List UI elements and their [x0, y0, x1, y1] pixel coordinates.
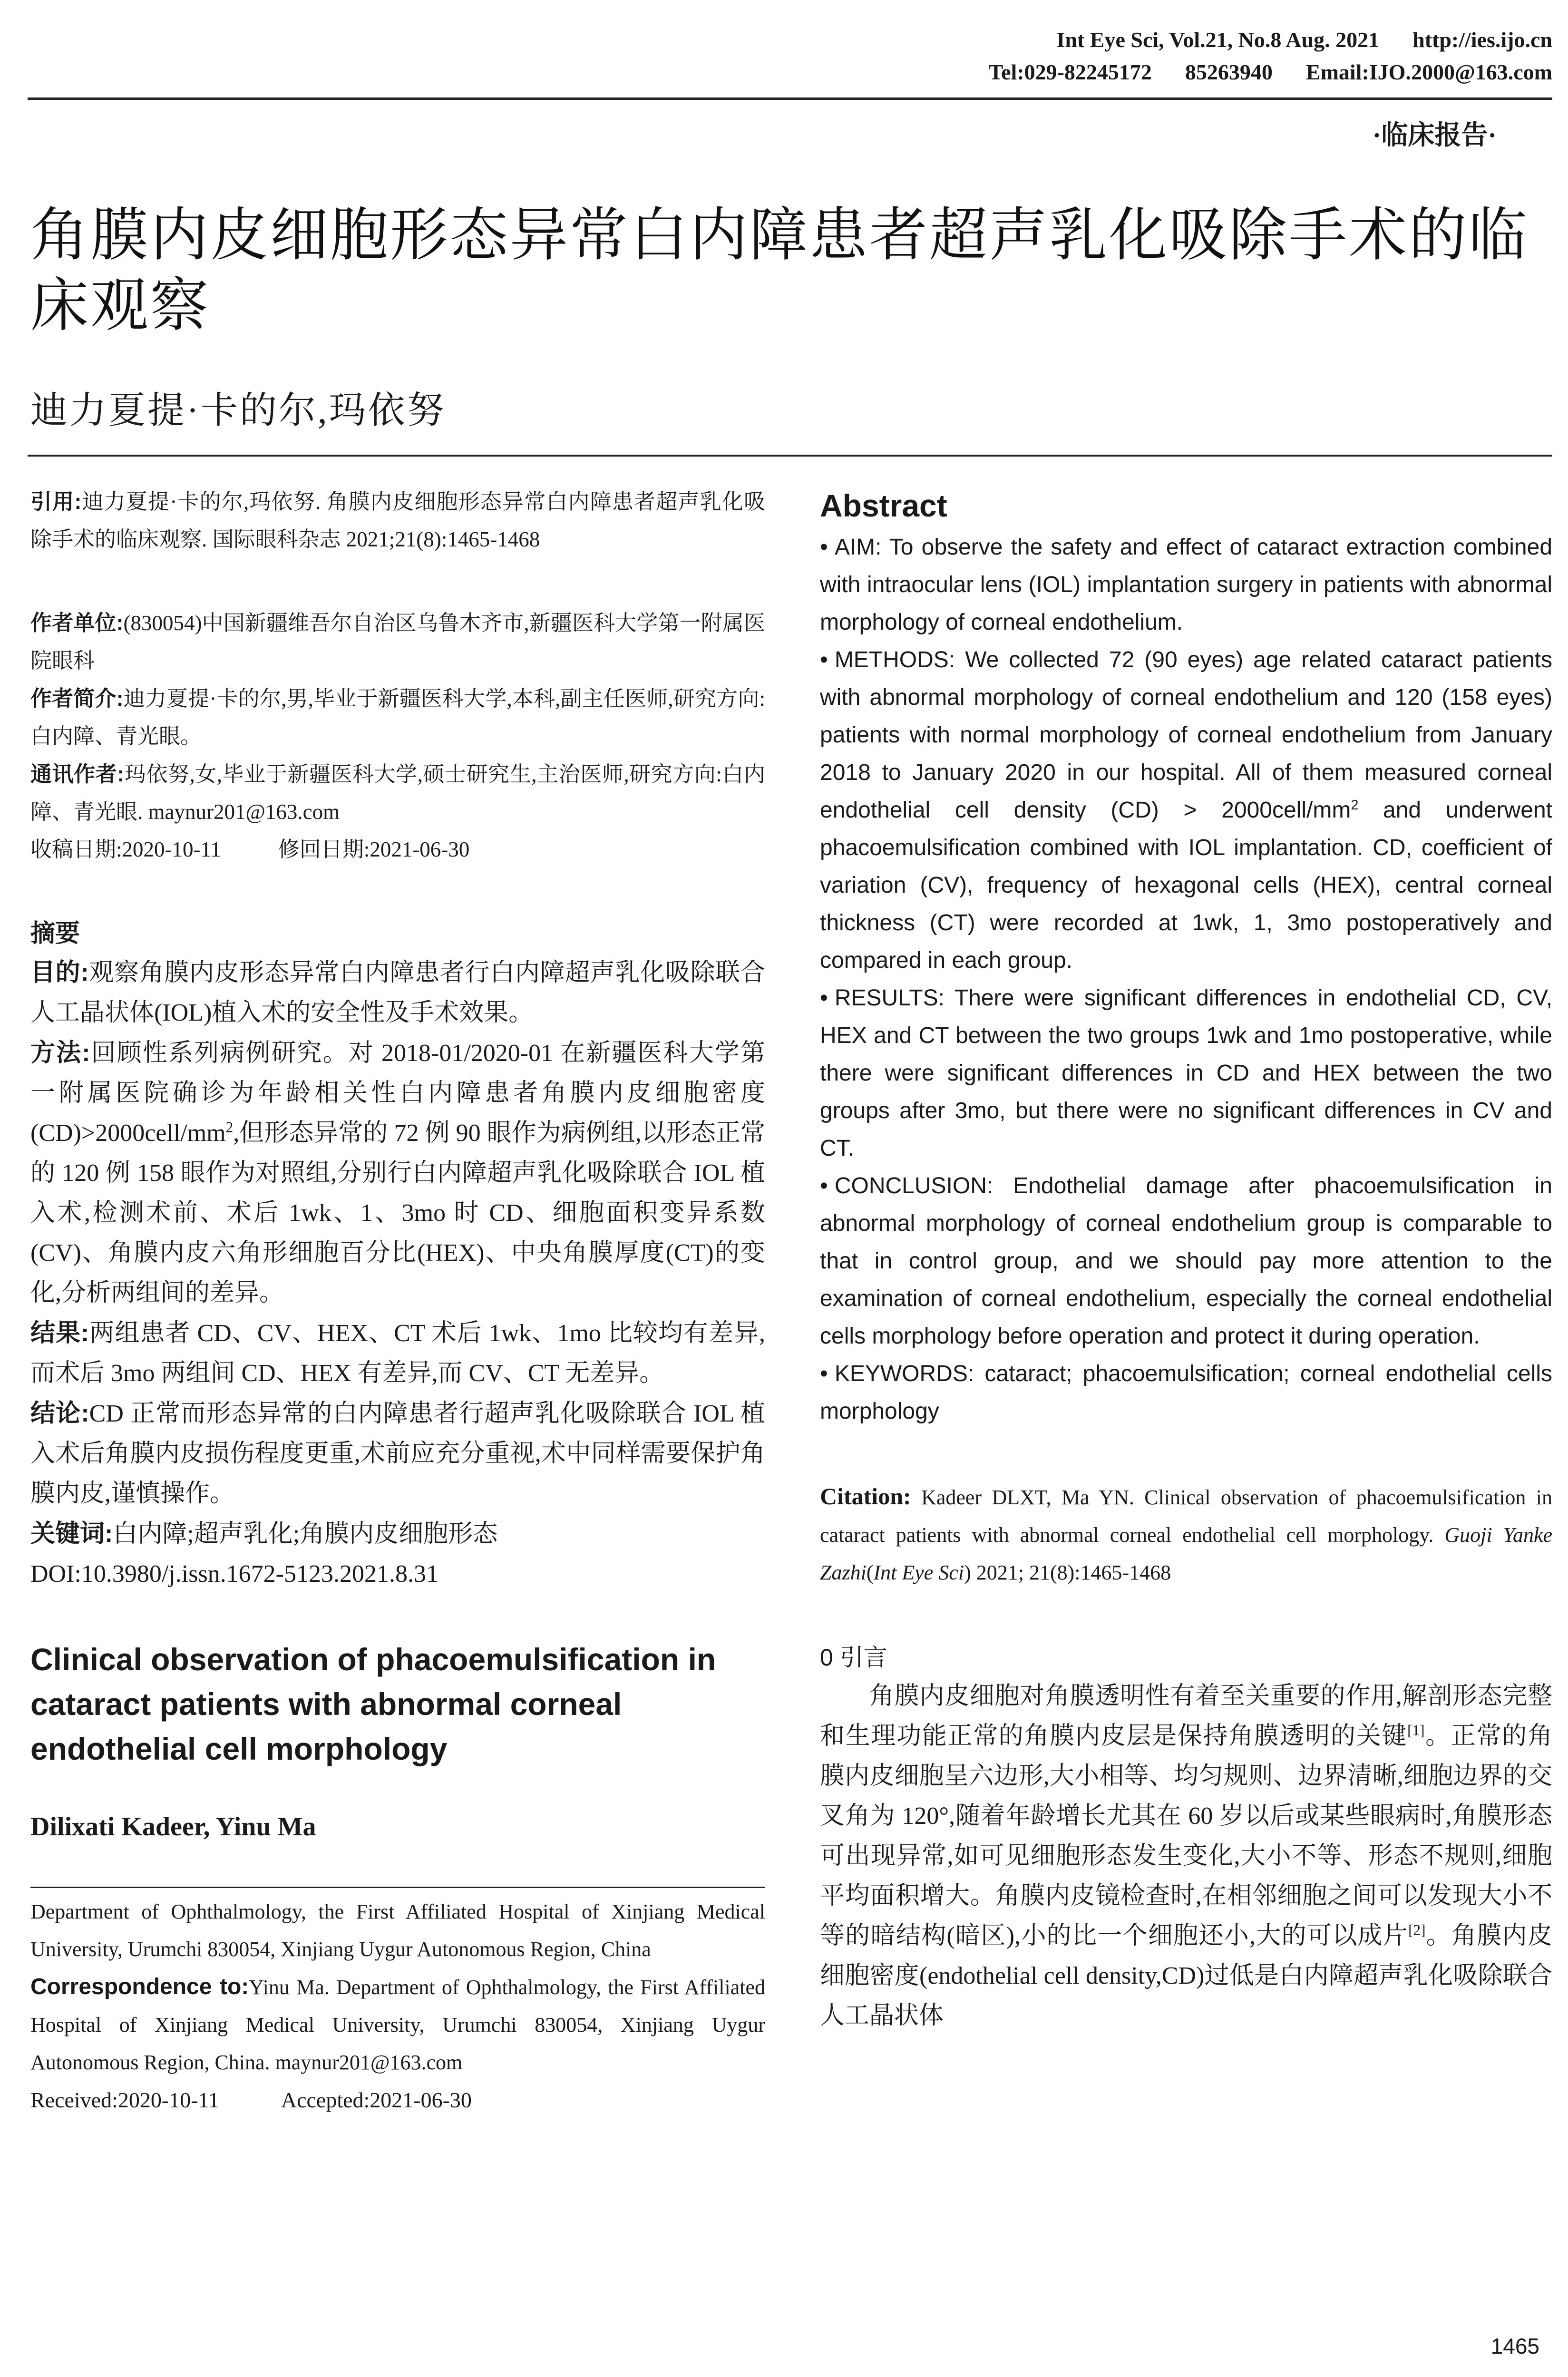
citation-journal: Guoji Yanke Zazhi — [820, 1523, 1552, 1584]
authors-en: Dilixati Kadeer, Yinu Ma — [30, 1812, 316, 1841]
corr-label: 通讯作者: — [30, 762, 125, 786]
bullet-icon: • — [820, 1361, 828, 1386]
results-text-cn: 两组患者 CD、CV、HEX、CT 术后 1wk、1mo 比较均有差异,而术后 3mo 两组间 CD、HEX 有差异,而 CV、CT 无差异。 — [30, 1320, 765, 1387]
intro-text-b: 。正常的角膜内皮细胞呈六边形,大小相等、均匀规则、边界清晰,细胞边界的交叉角为 120°,随着年龄增长尤其在 60 岁以后或某些眼病时,角膜形态可出现异常,如可见细胞形态发生变化,大小不等、形态不规则,细胞平均面积增大。角膜内皮镜检查时,在相邻细胞之间可以发现大小不等的暗结构(暗区),小的比一个细胞还小,大的可以成片 — [820, 1723, 1552, 1949]
received-date: 收稿日期:2020-10-11 — [30, 838, 221, 861]
affiliation-label: 作者单位: — [30, 611, 124, 635]
authors-cn: 迪力夏提·卡的尔,玛依努 — [30, 390, 446, 431]
ref-1[interactable]: [1] — [1407, 1722, 1425, 1739]
aim-text-cn: 观察角膜内皮形态异常白内障患者行白内障超声乳化吸除联合人工晶状体(IOL)植入术的安全性及手术效果。 — [30, 959, 765, 1026]
aim-text-en: To observe the safety and effect of cataract extraction combined with intraocular lens (IOL) implantation surgery in patients with abnormal morphology of corneal endothelium. — [820, 535, 1553, 635]
header-rule — [28, 97, 1552, 100]
dates-cn — [30, 831, 765, 868]
results-text-en: There were significant differences in endothelial CD, CV, HEX and CT between the two groups 1wk and 1mo postoperative, while there were significant differences in CD and HEX between the two groups after 3mo, but there were no significant differences in CV and CT. — [820, 985, 1553, 1161]
article-title-cn: 角膜内皮细胞形态异常白内障患者超声乳化吸除手术的临床观察 — [30, 203, 1529, 338]
citation-paren: ( — [866, 1561, 874, 1584]
methods-sup-en: 2 — [1351, 798, 1359, 813]
department-en: Department of Ophthalmology, the First Affiliated Hospital of Xinjiang Medical University, Urumchi 830054, Xinjiang Uygur Autonomous Region, China — [30, 1900, 765, 1961]
bullet-icon: • — [820, 535, 828, 560]
citation-en-label: Citation: — [820, 1483, 911, 1510]
conclusion-cn — [30, 1393, 765, 1514]
methods-sup-cn: 2 — [225, 1119, 234, 1136]
concl-text-cn: CD 正常而形态异常的白内障患者行超声乳化吸除联合 IOL 植入术后角膜内皮损伤程度更重,术前应充分重视,术中同样需要保护角膜内皮,谨慎操作。 — [30, 1400, 765, 1507]
article-title-en: Clinical observation of phacoemulsification in cataract patients with abnormal corneal endothelial cell morphology — [30, 1642, 716, 1766]
doi[interactable]: DOI:10.3980/j.issn.1672-5123.2021.8.31 — [30, 1560, 438, 1588]
kw-label-cn: 关键词: — [30, 1520, 113, 1548]
corr-en-text: Yinu Ma. Department of Ophthalmology, the First Affiliated Hospital of Xinjiang Medical University, Urumchi 830054, Xinjiang Uygur Autonomous Region, China. maynur201@163.com — [30, 1976, 766, 2074]
methods-en — [820, 641, 1552, 979]
methods-cn — [30, 1033, 765, 1313]
ref-2[interactable]: [2] — [1408, 1921, 1426, 1939]
intro-text-a: 角膜内皮细胞对角膜透明性有着至关重要的作用,解剖形态完整和生理功能正常的角膜内皮层是保持角膜透明的关键 — [820, 1683, 1552, 1750]
section-label: ·临床报告· — [1372, 121, 1497, 150]
aim-label-cn: 目的: — [30, 959, 89, 986]
affiliation-cn — [30, 604, 765, 680]
revised-date: 修回日期:2021-06-30 — [278, 838, 470, 861]
journal-info: Int Eye Sci, Vol.21, No.8 Aug. 2021 — [1056, 28, 1380, 52]
methods-text-en-b: and underwent phacoemulsification combined with IOL implantation. CD, coefficient of variation (CV), frequency of hexagonal cells (HEX), central corneal thickness (CT) were recorded at 1wk, 1, 3mo postoperatively and compared in each group. — [820, 798, 1552, 973]
concl-label-en: CONCLUSION: — [834, 1173, 993, 1198]
kw-text-en: cataract; phacoemulsification; corneal endothelial cells morphology — [820, 1361, 1552, 1424]
methods-text-en-a: We collected 72 (90 eyes) age related cataract patients with abnormal morphology of corneal endothelium and 120 (158 eyes) patients with normal morphology of corneal endothelium from January 2018 to January 2020 in our hospital. All of them measured corneal endothelial cell density (CD) > 2000cell/mm — [820, 647, 1552, 823]
citation-label: 引用: — [30, 489, 82, 514]
intro-paragraph — [820, 1676, 1552, 2036]
right-column — [820, 483, 1552, 2036]
aim-cn — [30, 953, 765, 1033]
aim-en — [820, 528, 1552, 641]
keywords-en — [820, 1355, 1552, 1430]
title-rule — [28, 455, 1552, 457]
concl-label-cn: 结论: — [30, 1400, 89, 1427]
results-en — [820, 979, 1552, 1167]
abstract-heading-en: Abstract — [820, 488, 947, 523]
journal-email[interactable]: Email:IJO.2000@163.com — [1305, 60, 1552, 84]
journal-tel: Tel:029-82245172 — [988, 60, 1152, 84]
bio-label: 作者简介: — [30, 686, 124, 711]
results-label-en: RESULTS: — [834, 985, 945, 1011]
accepted-en: Accepted:2021-06-30 — [281, 2088, 472, 2112]
intro-text-c: 。角膜内皮细胞密度(endothelial cell density,CD)过低是白内障超声乳化吸除联合人工晶状体 — [820, 1922, 1552, 2029]
dates-en — [30, 2081, 765, 2119]
received-en: Received:2020-10-11 — [30, 2088, 219, 2112]
left-column — [30, 483, 765, 2119]
methods-text-cn-a: 回顾性系列病例研究。对 2018-01/2020-01 在新疆医科大学第一附属医院确诊为年龄相关性白内障患者角膜内皮细胞密度(CD)>2000cell/mm — [30, 1040, 765, 1147]
citation-en — [820, 1478, 1552, 1591]
author-bio-cn — [30, 680, 765, 755]
citation-en-text-a: Kadeer DLXT, Ma YN. Clinical observation of phacoemulsification in cataract patients with abnormal corneal endothelial cell morphology. — [820, 1486, 1553, 1547]
methods-text-cn-b: ,但形态异常的 72 例 90 眼作为病例组,以形态正常的 120 例 158 眼作为对照组,分别行白内障超声乳化吸除联合 IOL 植入术,检测术前、术后 1wk、1、3mo 时 CD、细胞面积变异系数(CV)、角膜内皮六角形细胞百分比(HEX)、中央角膜厚度(CT)的变化,分析两组间的差异。 — [30, 1120, 765, 1306]
kw-label-en: KEYWORDS: — [834, 1361, 974, 1386]
corr-en-label: Correspondence to: — [30, 1974, 249, 1999]
citation-en-text-b: ) 2021; 21(8):1465-1468 — [964, 1561, 1171, 1584]
bio-text: 迪力夏提·卡的尔,男,毕业于新疆医科大学,本科,副主任医师,研究方向:白内障、青光眼。 — [30, 687, 765, 748]
bullet-icon: • — [820, 1173, 828, 1198]
keywords-cn — [30, 1514, 765, 1554]
citation-cn — [30, 483, 765, 558]
concl-text-en: Endothelial damage after phacoemulsification in abnormal morphology of corneal endothelium group is comparable to that in control group, and we should pay more attention to the examination of corneal endothelium, especially the corneal endothelial cells morphology before operation and protect it during operation. — [820, 1173, 1553, 1349]
correspondence-en — [30, 1968, 765, 2081]
methods-label-cn: 方法: — [30, 1039, 90, 1067]
corresponding-cn — [30, 755, 765, 831]
methods-label-en: METHODS: — [834, 647, 955, 672]
results-cn — [30, 1313, 765, 1393]
citation-journal-abbrev: Int Eye Sci — [873, 1561, 964, 1584]
conclusion-en — [820, 1167, 1552, 1355]
aim-label-en: AIM: — [834, 535, 882, 560]
page-number: 1465 — [1490, 2334, 1539, 2358]
results-label-cn: 结果: — [30, 1319, 89, 1347]
intro-heading: 0 引言 — [820, 1644, 887, 1671]
bullet-icon: • — [820, 647, 828, 672]
journal-header — [955, 24, 1552, 88]
bullet-icon: • — [820, 985, 828, 1011]
corr-text: 玛依努,女,毕业于新疆医科大学,硕士研究生,主治医师,研究方向:白内障、青光眼. maynur201@163.com — [30, 762, 765, 824]
abstract-heading-cn: 摘要 — [30, 920, 80, 947]
journal-tel2: 85263940 — [1185, 60, 1273, 84]
kw-text-cn: 白内障;超声乳化;角膜内皮细胞形态 — [113, 1520, 498, 1548]
journal-url[interactable]: http://ies.ijo.cn — [1412, 28, 1552, 52]
affiliation-text: (830054)中国新疆维吾尔自治区乌鲁木齐市,新疆医科大学第一附属医院眼科 — [30, 611, 765, 672]
citation-text: 迪力夏提·卡的尔,玛依努. 角膜内皮细胞形态异常白内障患者超声乳化吸除手术的临床观察. 国际眼科杂志 2021;21(8):1465-1468 — [30, 490, 765, 551]
